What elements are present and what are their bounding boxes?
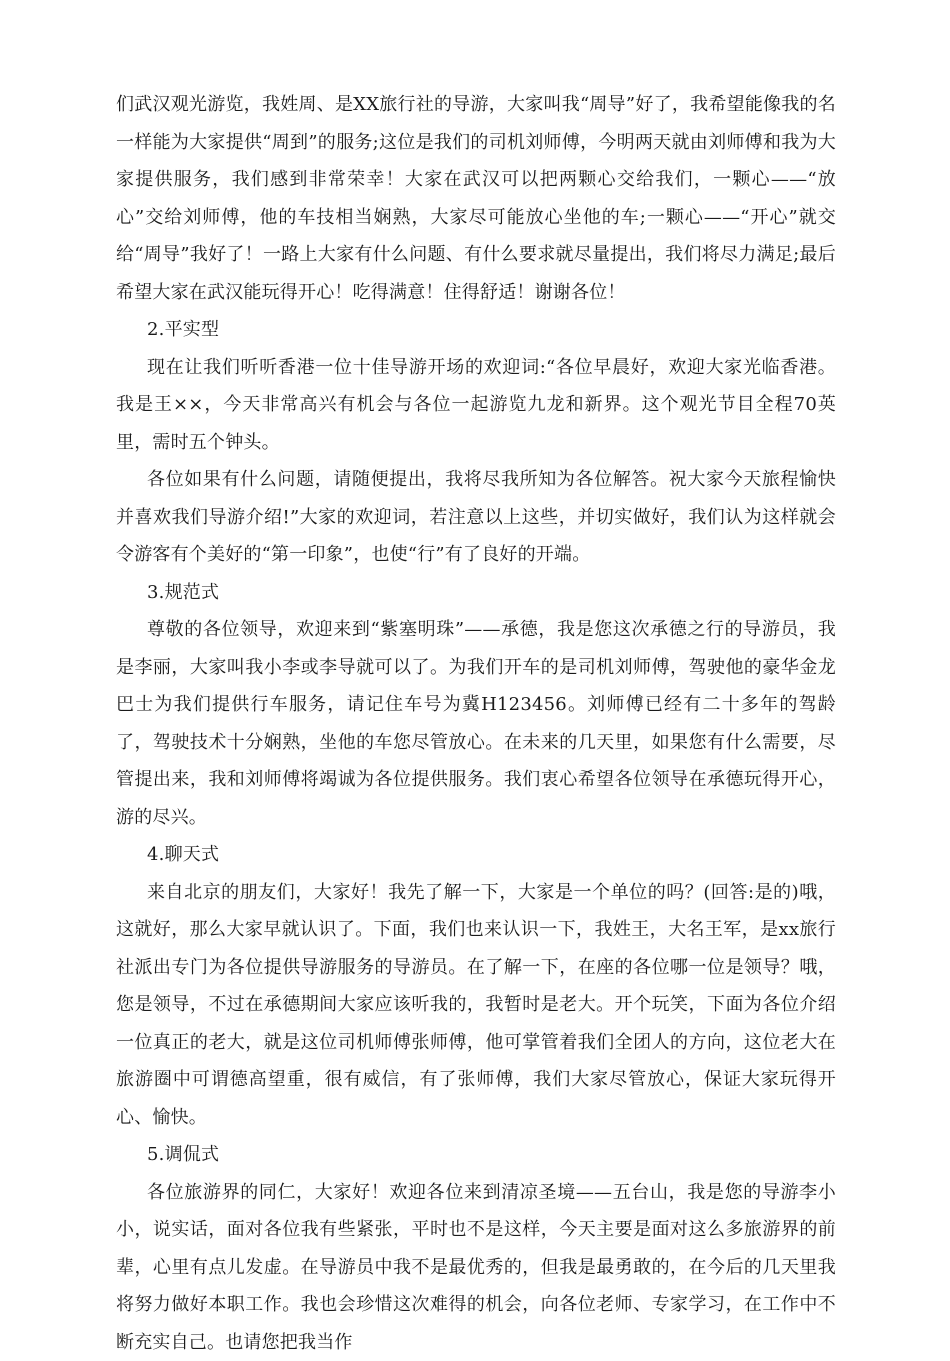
section-heading-3: 3.规范式 [116, 574, 836, 612]
paragraph-hongkong-welcome: 现在让我们听听香港一位十佳导游开场的欢迎词:“各位早晨好，欢迎大家光临香港。我是王××，今天非常高兴有机会与各位一起游览九龙和新界。这个观光节目全程70英里，需时五个钟头。 [116, 349, 836, 462]
paragraph-chengde-formal: 尊敬的各位领导，欢迎来到“紫塞明珠”——承德，我是您这次承德之行的导游员，我是李丽，大家叫我小李或李导就可以了。为我们开车的是司机刘师傅，驾驶他的豪华金龙巴士为我们提供行车服务，请记住车号为冀H123456。刘师傅已经有二十多年的驾龄了，驾驶技术十分娴熟，坐他的车您尽管放心。在未来的几天里，如果您有什么需要，尽管提出来，我和刘师傅将竭诚为各位提供服务。我们衷心希望各位领导在承德玩得开心，游的尽兴。 [116, 611, 836, 836]
paragraph-hongkong-closing: 各位如果有什么问题，请随便提出，我将尽我所知为各位解答。祝大家今天旅程愉快并喜欢我们导游介绍!”大家的欢迎词，若注意以上这些，并切实做好，我们认为这样就会令游客有个美好的“第一印象”，也使“行”有了良好的开端。 [116, 461, 836, 574]
section-heading-4: 4.聊天式 [116, 836, 836, 874]
paragraph-intro-continued: 们武汉观光游览，我姓周、是XX旅行社的导游，大家叫我“周导”好了，我希望能像我的名一样能为大家提供“周到”的服务;这位是我们的司机刘师傅，今明两天就由刘师傅和我为大家提供服务，我们感到非常荣幸！大家在武汉可以把两颗心交给我们，一颗心——“放心”交给刘师傅，他的车技相当娴熟，大家尽可能放心坐他的车;一颗心——“开心”就交给“周导”我好了！一路上大家有什么问题、有什么要求就尽量提出，我们将尽力满足;最后希望大家在武汉能玩得开心！吃得满意！住得舒适！谢谢各位！ [116, 86, 836, 311]
paragraph-wutaishan-humor: 各位旅游界的同仁，大家好！欢迎各位来到清凉圣境——五台山，我是您的导游李小小，说实话，面对各位我有些紧张，平时也不是这样，今天主要是面对这么多旅游界的前辈，心里有点儿发虚。在导游员中我不是最优秀的，但我是最勇敢的，在今后的几天里我将努力做好本职工作。我也会珍惜这次难得的机会，向各位老师、专家学习，在工作中不断充实自己。也请您把我当作 [116, 1174, 836, 1361]
section-heading-5: 5.调侃式 [116, 1136, 836, 1174]
paragraph-beijing-chat: 来自北京的朋友们，大家好！我先了解一下，大家是一个单位的吗？(回答:是的)哦，这就好，那么大家早就认识了。下面，我们也来认识一下，我姓王，大名王军，是xx旅行社派出专门为各位提供导游服务的导游员。在了解一下，在座的各位哪一位是领导？哦，您是领导，不过在承德期间大家应该听我的，我暂时是老大。开个玩笑，下面为各位介绍一位真正的老大，就是这位司机师傅张师傅，他可掌管着我们全团人的方向，这位老大在旅游圈中可谓德高望重，很有威信，有了张师傅，我们大家尽管放心，保证大家玩得开心、愉快。 [116, 874, 836, 1137]
section-heading-2: 2.平实型 [116, 311, 836, 349]
document-body [116, 86, 836, 1361]
